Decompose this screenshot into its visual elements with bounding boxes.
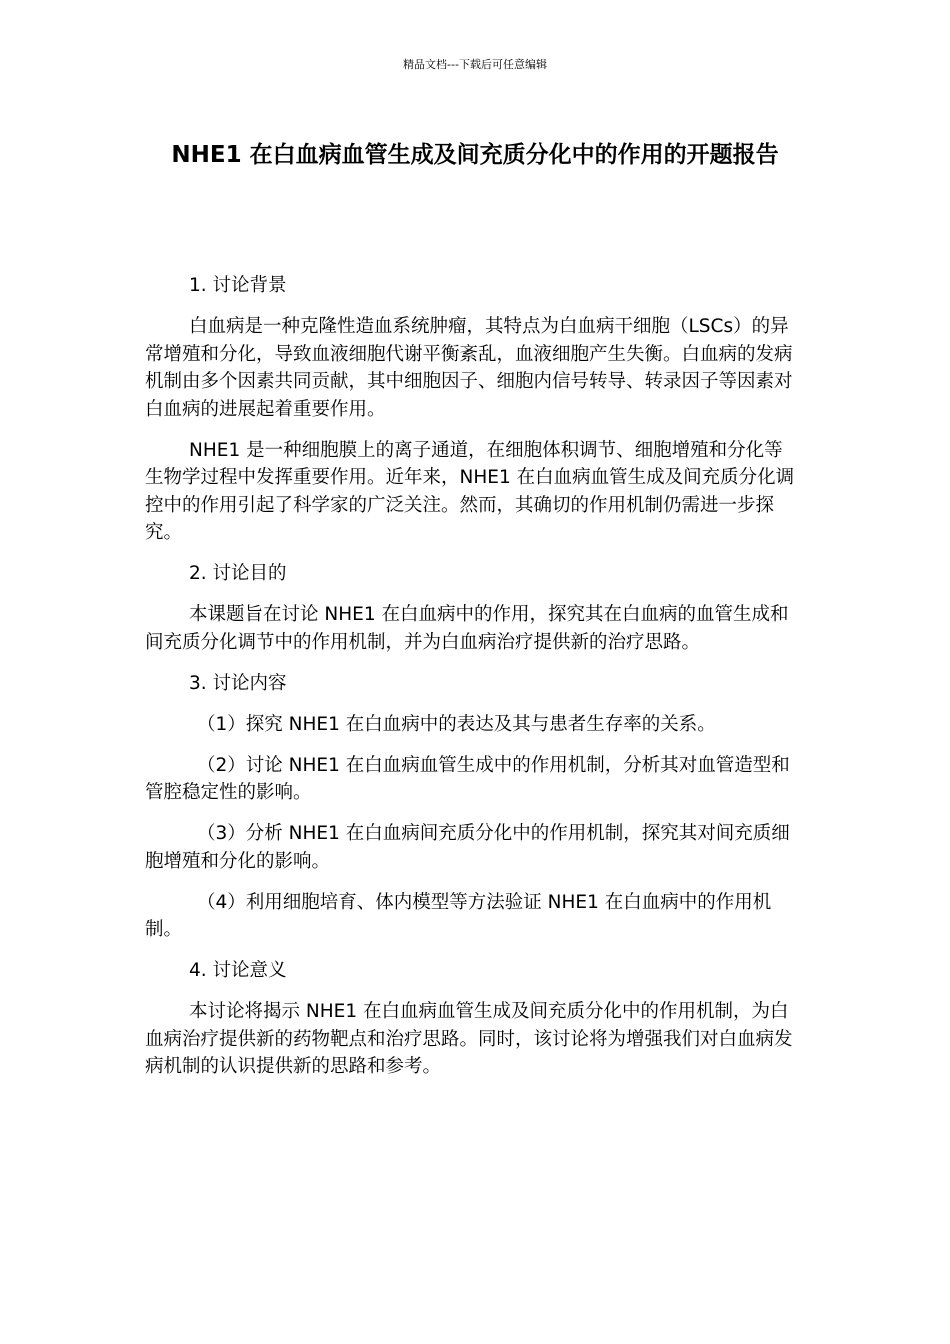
section-heading-significance: 4. 讨论意义 [189, 960, 287, 981]
content-item-1: （1）探究 NHE1 在白血病中的表达及其与患者生存率的关系。 [197, 713, 716, 735]
content-item-2: （2）讨论 NHE1 在白血病血管生成中的作用机制，分析其对血管造型和管腔稳定性的影响。 [145, 754, 790, 803]
section-heading-purpose: 2. 讨论目的 [189, 563, 287, 584]
section-heading-background: 1. 讨论背景 [189, 275, 287, 296]
document-body [145, 272, 795, 1094]
paragraph-purpose: 本课题旨在讨论 NHE1 在白血病中的作用，探究其在白血病的血管生成和间充质分化调节中的作用机制，并为白血病治疗提供新的治疗思路。 [145, 604, 789, 653]
paragraph-background-1: 白血病是一种克隆性造血系统肿瘤，其特点为白血病干细胞（LSCs）的异常增殖和分化，导致血液细胞代谢平衡紊乱，血液细胞产生失衡。白血病的发病机制由多个因素共同贡献，其中细胞因子、细胞内信号转导、转录因子等因素对白血病的进展起着重要作用。 [145, 316, 793, 420]
document-title: NHE1 在白血病血管生成及间充质分化中的作用的开题报告 [171, 142, 779, 168]
content-item-4: （4）利用细胞培育、体内模型等方法验证 NHE1 在白血病中的作用机制。 [145, 891, 772, 940]
content-item-3: （3）分析 NHE1 在白血病间充质分化中的作用机制，探究其对间充质细胞增殖和分化的影响。 [145, 823, 790, 872]
section-heading-content: 3. 讨论内容 [189, 672, 287, 694]
paragraph-significance: 本讨论将揭示 NHE1 在白血病血管生成及间充质分化中的作用机制，为白血病治疗提供新的药物靶点和治疗思路。同时，该讨论将为增强我们对白血病发病机制的认识提供新的思路和参考。 [145, 1001, 793, 1077]
paragraph-background-2: NHE1 是一种细胞膜上的离子通道，在细胞体积调节、细胞增殖和分化等生物学过程中发挥重要作用。近年来，NHE1 在白血病血管生成及间充质分化调控中的作用引起了科学家的广泛关注。然而，其确切的作用机制仍需进一步探究。 [145, 439, 795, 543]
page-header: 精品文档---下载后可任意编辑 [403, 58, 547, 71]
